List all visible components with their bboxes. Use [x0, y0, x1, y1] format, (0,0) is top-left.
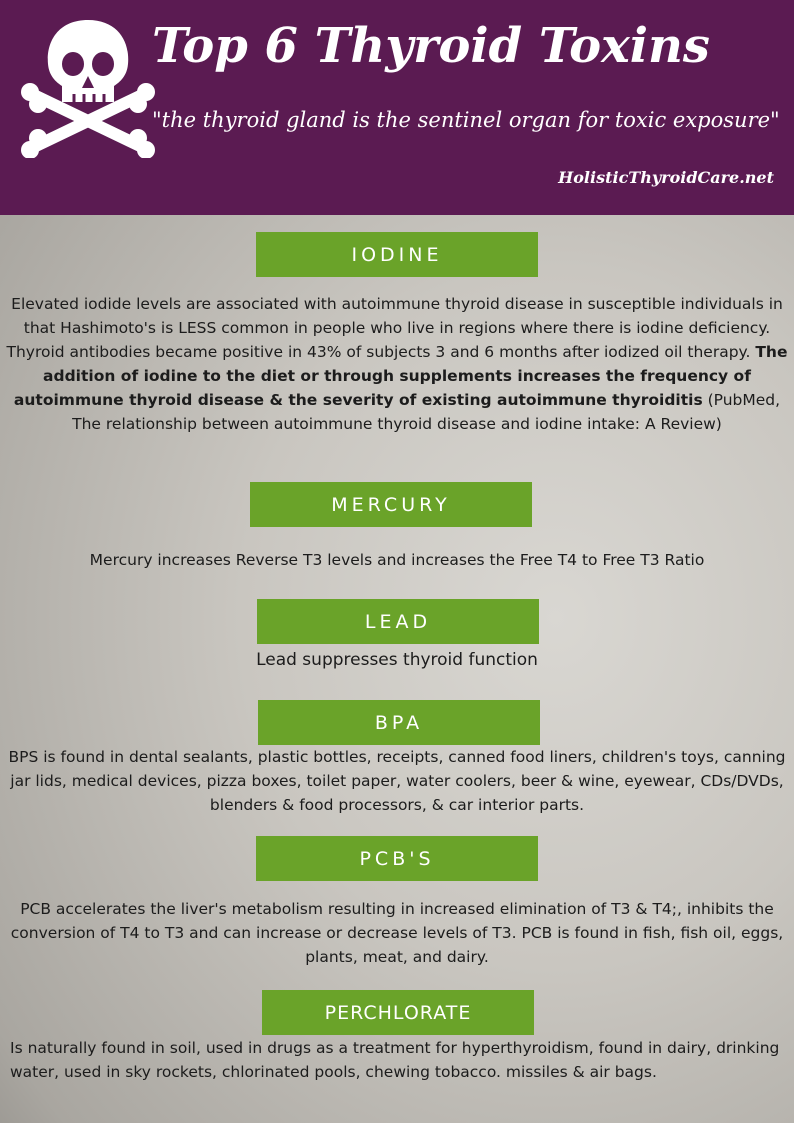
section-text-bpa: BPS is found in dental sealants, plastic bottles, receipts, canned food liners, children's toys, canning jar lids, medical devices, pizza boxes, toilet paper, water coolers, beer & wine, eyewear, CDs/DVDs, blenders & food processors, & car interior parts. [8, 748, 786, 814]
section-text-lead: Lead suppresses thyroid function [256, 650, 538, 670]
page-title: Top 6 Thyroid Toxins [152, 18, 710, 74]
section-text-iodine: Elevated iodide levels are associated with autoimmune thyroid disease in susceptible individuals in that Hashimoto's is LESS common in people who live in regions where there is iodine deficiency. Thyroid antibodies became positive in 43% of subjects 3 and 6 months after iodized oil therapy. The addition of iodine to the diet or through supplements increases the frequency of autoimmune thyroid disease & the severity of existing autoimmune thyroiditis (PubMed, The relationship between autoimmune thyroid disease and iodine intake: A Review) [6, 295, 788, 433]
section-label-pcbs: PCB'S [256, 836, 538, 881]
section-text-mercury: Mercury increases Reverse T3 levels and increases the Free T4 to Free T3 Ratio [89, 551, 705, 569]
header-banner [0, 0, 794, 215]
section-text-perchlorate: Is naturally found in soil, used in drugs as a treatment for hyperthyroidism, found in dairy, drinking water, used in sky rockets, chlorinated pools, chewing tobacco. missiles & air bags. [10, 1039, 780, 1081]
section-label-mercury: MERCURY [250, 482, 532, 527]
website-credit: HolisticThyroidCare.net [558, 168, 774, 187]
section-label-iodine: IODINE [256, 232, 538, 277]
skull-and-crossbones-icon [18, 8, 158, 158]
section-label-bpa: BPA [258, 700, 540, 745]
section-text-pcbs: PCB accelerates the liver's metabolism resulting in increased elimination of T3 & T4;, inhibits the conversion of T4 to T3 and can increase or decrease levels of T3. PCB is found in fish, fish oil, eggs, plants, meat, and dairy. [10, 900, 784, 966]
section-label-lead: LEAD [257, 599, 539, 644]
quote-subtitle: "the thyroid gland is the sentinel organ for toxic exposure" [152, 108, 780, 132]
section-label-perchlorate: PERCHLORATE [262, 990, 534, 1035]
